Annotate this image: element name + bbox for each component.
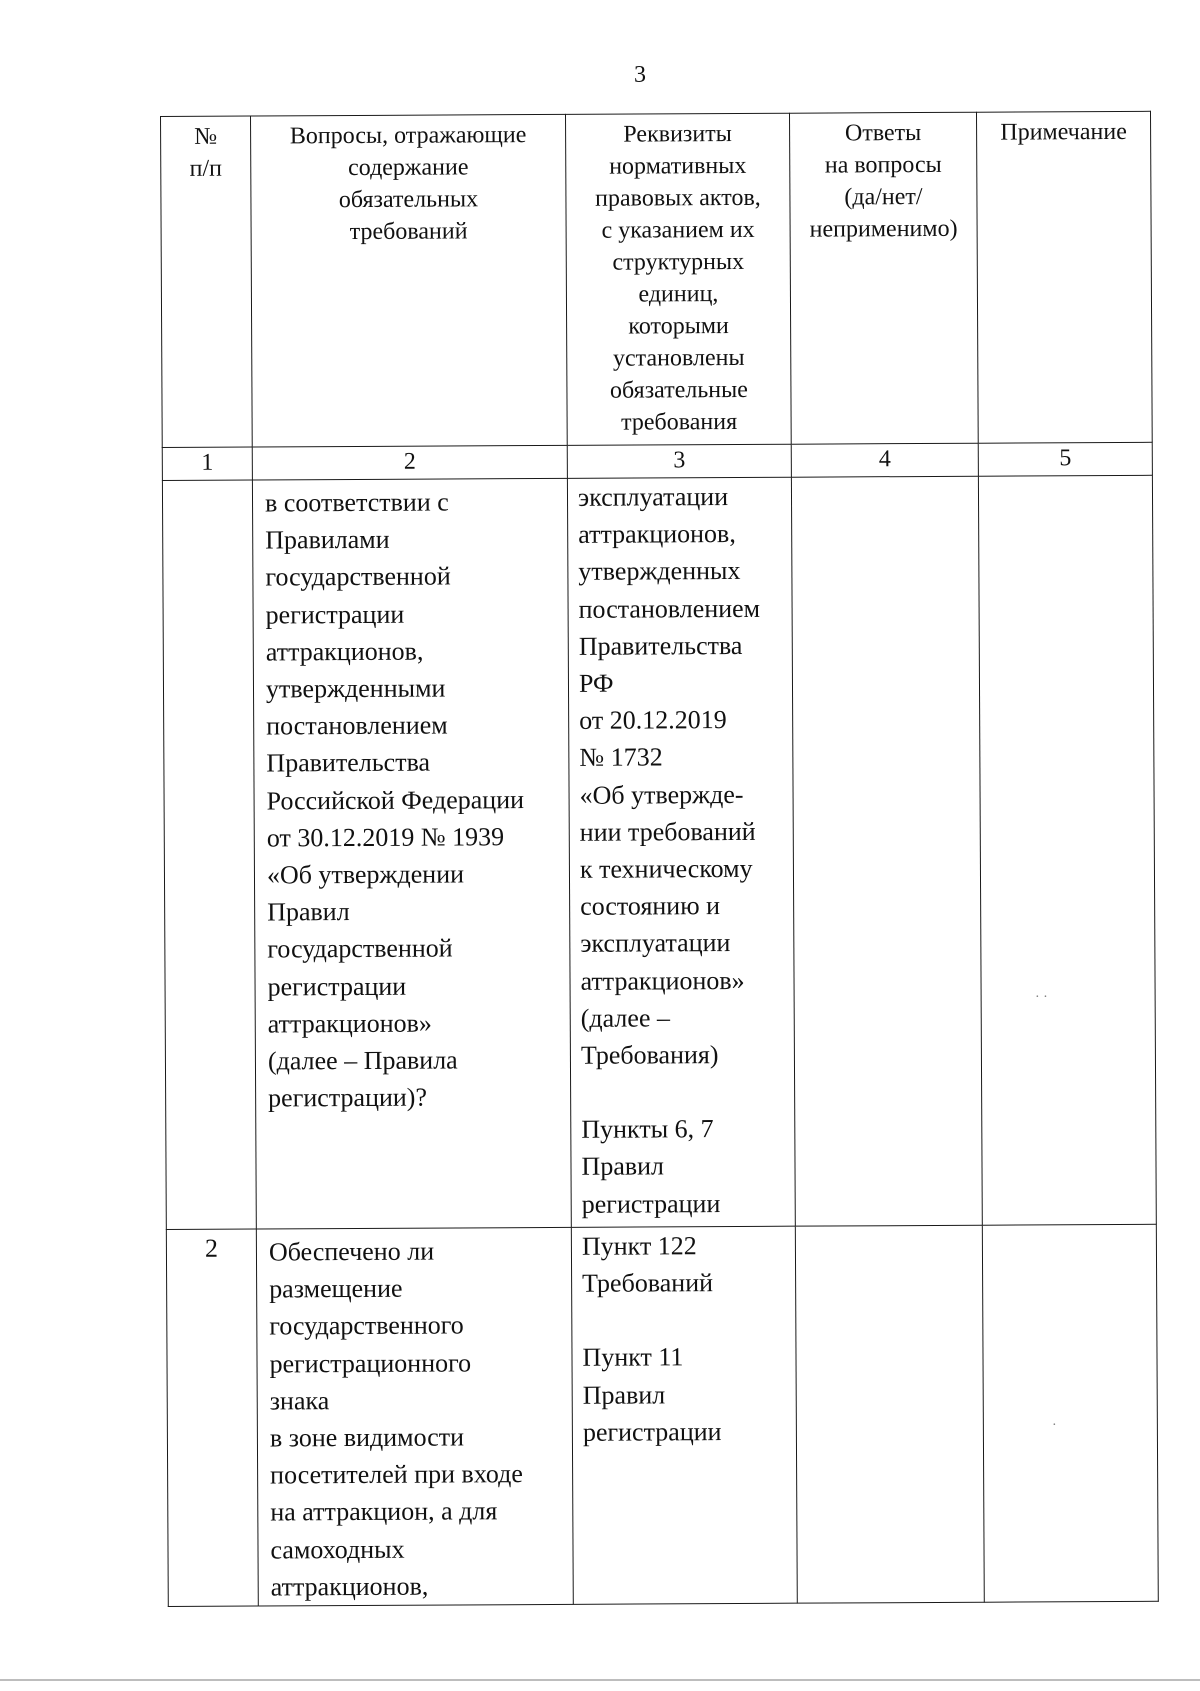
- header-line: с указанием их: [601, 216, 755, 244]
- question-line: Правилами: [265, 525, 390, 555]
- requisites-line: № 1732: [579, 742, 663, 773]
- header-line: установлены: [612, 344, 745, 372]
- question-line: от 30.12.2019 № 1939: [266, 822, 505, 853]
- header-line: требования: [621, 408, 738, 436]
- answer-cell[interactable]: [791, 476, 982, 1226]
- requisites-cell: [571, 1226, 797, 1604]
- column-number: 3: [567, 444, 791, 478]
- question-line: в соответствии с: [264, 487, 449, 518]
- header-line: Примечание: [1000, 118, 1127, 146]
- requisites-line: регистрации: [582, 1416, 722, 1447]
- table-row: [162, 475, 1156, 1229]
- header-questions-column: [251, 114, 568, 447]
- header-line: п/п: [189, 155, 223, 182]
- question-line: на аттракцион, а для: [270, 1496, 498, 1527]
- note-cell[interactable]: [982, 1224, 1158, 1602]
- header-line: которыми: [628, 313, 729, 340]
- answer-cell[interactable]: [795, 1225, 984, 1603]
- requisites-line: Требований: [582, 1268, 714, 1299]
- requisites-gap: [581, 1073, 790, 1111]
- requisites-line: регистрации: [581, 1188, 721, 1219]
- column-number-row: [162, 442, 1152, 480]
- requisites-line: Пункт 11: [582, 1342, 684, 1373]
- requisites-line: к техническому: [579, 853, 753, 884]
- question-line: утвержденными: [265, 673, 446, 704]
- header-line: №: [194, 123, 218, 150]
- header-line: структурных: [612, 248, 745, 276]
- requisites-cell: [567, 477, 795, 1227]
- question-line: Правил: [267, 897, 350, 927]
- requisites-line: Правил: [582, 1379, 666, 1410]
- question-line: регистрации: [267, 971, 407, 1002]
- requisites-gap: [582, 1301, 791, 1339]
- question-line: регистрации: [265, 599, 405, 630]
- requisites-line: постановлением: [578, 593, 761, 624]
- requirements-table: [160, 111, 1159, 1607]
- requisites-line: от 20.12.2019: [579, 705, 727, 736]
- requisites-line: утвержденных: [578, 556, 741, 587]
- question-line: знака: [269, 1385, 330, 1416]
- question-line: регистрации)?: [268, 1082, 428, 1113]
- header-answers-column: [789, 112, 978, 444]
- column-number: 4: [791, 443, 978, 477]
- header-line: (да/нет/: [844, 184, 923, 211]
- question-line: самоходных: [270, 1534, 405, 1565]
- requisites-line: нии требований: [579, 816, 756, 847]
- header-line: требований: [349, 218, 468, 246]
- header-line: Ответы: [844, 120, 922, 147]
- requisites-line: Правил: [581, 1151, 665, 1182]
- header-line: Реквизиты: [623, 121, 732, 148]
- question-line: посетителей при входе: [270, 1459, 523, 1490]
- header-line: неприменимо): [809, 215, 958, 243]
- requisites-line: Пункт 122: [581, 1231, 697, 1261]
- question-line: государственной: [265, 561, 451, 592]
- header-notes-column: [976, 111, 1152, 443]
- question-line: аттракционов,: [270, 1571, 429, 1602]
- header-line: нормативных: [609, 152, 747, 180]
- requirements-table-container: [160, 116, 1151, 1607]
- header-line: на вопросы: [824, 151, 942, 179]
- requisites-line: Правительства: [578, 630, 743, 661]
- header-row: [161, 111, 1153, 447]
- requisites-line: эксплуатации: [580, 928, 731, 959]
- requisites-line: (далее –: [580, 1003, 671, 1033]
- requisites-line: состоянию и: [580, 891, 721, 922]
- question-line: (далее – Правила: [267, 1045, 458, 1076]
- note-cell[interactable]: [978, 475, 1156, 1225]
- requisites-line: «Об утвержде-: [579, 779, 744, 810]
- row-number: 2: [166, 1229, 258, 1606]
- question-line: Российской Федерации: [266, 784, 525, 816]
- question-line: Правительства: [266, 748, 431, 778]
- question-line: «Об утверждении: [266, 859, 465, 890]
- requisites-line: аттракционов,: [578, 519, 736, 550]
- question-line: регистрационного: [269, 1347, 472, 1379]
- column-number: 2: [252, 445, 567, 480]
- question-line: постановлением: [266, 710, 448, 741]
- row-number: [162, 480, 256, 1229]
- scan-speck: ·: [1052, 1418, 1057, 1433]
- question-cell: [256, 1227, 573, 1606]
- scan-edge-line: [0, 1679, 1200, 1681]
- page-number: 3: [634, 62, 646, 88]
- requisites-line: аттракционов»: [580, 965, 745, 996]
- question-line: размещение: [269, 1273, 403, 1304]
- header-requisites-column: [565, 113, 791, 445]
- header-line: обязательные: [609, 376, 748, 404]
- requisites-line: Пункты 6, 7: [581, 1114, 714, 1145]
- question-line: в зоне видимости: [269, 1422, 465, 1453]
- header-line: правовых актов,: [595, 184, 761, 212]
- column-number: 5: [978, 442, 1152, 476]
- scan-speck: · ·: [1035, 990, 1048, 1005]
- question-line: аттракционов»: [267, 1008, 432, 1039]
- question-line: Обеспечено ли: [268, 1236, 435, 1267]
- question-line: аттракционов,: [265, 636, 424, 667]
- question-line: государственной: [267, 933, 453, 964]
- header-line: обязательных: [338, 186, 479, 214]
- question-cell: [252, 478, 571, 1229]
- header-line: Вопросы, отражающие: [289, 122, 527, 150]
- header-number-column: [161, 116, 253, 447]
- requisites-line: эксплуатации: [577, 482, 729, 512]
- column-number: 1: [162, 447, 252, 480]
- requisites-line: РФ: [578, 668, 614, 698]
- table-row: [166, 1224, 1158, 1606]
- requisites-line: Требования): [580, 1040, 719, 1070]
- header-line: единиц,: [638, 281, 719, 308]
- header-line: содержание: [348, 154, 469, 182]
- question-line: государственного: [269, 1310, 464, 1341]
